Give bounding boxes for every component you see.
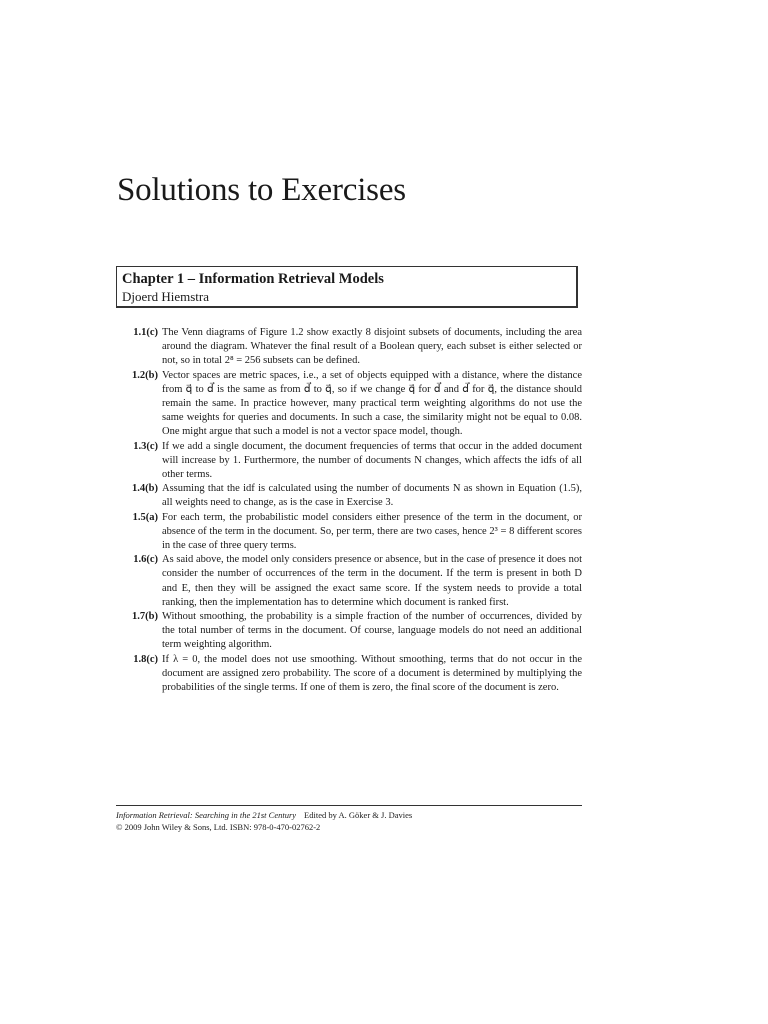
- page-title: Solutions to Exercises: [117, 172, 406, 208]
- exercise-answer: If λ = 0, the model does not use smoothing. Without smoothing, terms that do not occur in the document are assigned zero probability. The score of a document is determined by multiplying the probabilities of the single terms. If one of them is zero, the final score of the document is zero.: [162, 653, 582, 694]
- exercise-answer: Vector spaces are metric spaces, i.e., a set of objects equipped with a distance, where the distance from q⃗ to d⃗ is the same as from d⃗ to q⃗, so if we change q⃗ for d⃗ and d⃗ for q⃗, the distance should remain the same. In practice however, many practical term weighting algorithms do not use the same weights for queries and documents. In such a case, the similarity might not be equal to 0.08. One might argue that such a model is not a vector space model, though.: [162, 369, 582, 438]
- exercise-number: 1.6(c): [133, 554, 158, 566]
- exercise-answer: If we add a single document, the document frequencies of terms that occur in the added document will increase by 1. Furthermore, the number of documents N changes, which affects the idfs of all other terms.: [162, 440, 582, 481]
- exercise-item: [116, 653, 582, 696]
- exercise-answer: The Venn diagrams of Figure 1.2 show exactly 8 disjoint subsets of documents, including the area around the diagram. Whatever the final result of a Boolean query, each subset is either selected or not, so in total 2⁸ = 256 subsets can be defined.: [162, 327, 582, 367]
- exercise-answer: As said above, the model only considers presence or absence, but in the case of presence it does not consider the number of occurrences of the term in the document. If the term is present in both D and E, then they will be assigned the exact same score. If the system needs to provide a total ranking, then the implementation has to determine which document is ranked first.: [162, 554, 582, 608]
- exercise-answer: Without smoothing, the probability is a simple fraction of the number of occurrences, divided by the total number of terms in the document. Of course, language models do not need an additional term weighting algorithm.: [162, 611, 582, 651]
- exercise-answer: For each term, the probabilistic model considers either presence of the term in the document, or absence of the term in the document. So, per term, there are two cases, hence 2³ = 8 different scores in the case of three query terms.: [162, 511, 582, 552]
- footer-copyright: © 2009 John Wiley & Sons, Ltd. ISBN: 978-0-470-02762-2: [116, 821, 321, 832]
- footer-divider: [116, 805, 582, 806]
- exercise-item: [116, 553, 582, 610]
- chapter-header-box: [116, 266, 578, 308]
- exercise-number: 1.4(b): [132, 483, 158, 495]
- chapter-author: Djoerd Hiemstra: [122, 289, 210, 304]
- exercise-item: [116, 482, 582, 510]
- exercise-item: [116, 511, 582, 554]
- exercise-item: [116, 610, 582, 653]
- exercise-item: [116, 326, 582, 369]
- exercise-number: 1.7(b): [132, 611, 158, 623]
- exercise-item: [116, 369, 582, 440]
- exercise-number: 1.5(a): [132, 511, 158, 523]
- exercise-number: 1.8(c): [133, 653, 158, 665]
- footer: [116, 810, 582, 833]
- footer-book-title: Information Retrieval: Searching in the 21st Century: [116, 810, 297, 820]
- exercise-number: 1.1(c): [133, 327, 158, 338]
- exercise-answer: Assuming that the idf is calculated using the number of documents N as shown in Equation (1.5), all weights need to change, as is the case in Exercise 3.: [162, 483, 582, 509]
- exercise-number: 1.3(c): [133, 440, 158, 452]
- exercise-solutions-list: [116, 326, 582, 695]
- chapter-title: Chapter 1 – Information Retrieval Models: [122, 271, 384, 287]
- exercise-number: 1.2(b): [132, 369, 158, 381]
- footer-editors: Edited by A. Göker & J. Davies: [304, 810, 413, 820]
- exercise-item: [116, 440, 582, 483]
